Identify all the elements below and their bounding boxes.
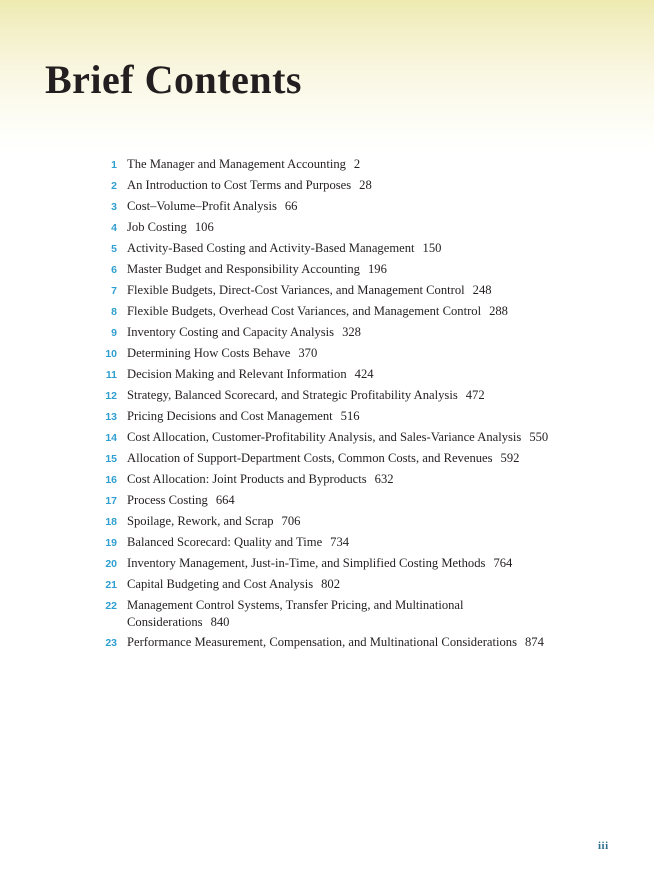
toc-chapter-title (127, 177, 372, 194)
toc-chapter-number: 18 (105, 516, 117, 528)
toc-chapter-number: 6 (111, 264, 117, 276)
toc-chapter-number: 22 (105, 600, 117, 612)
toc-chapter-title (127, 240, 441, 257)
toc-chapter-title-text: Flexible Budgets, Direct-Cost Variances, and Management Control (127, 283, 465, 297)
page-folio: iii (598, 840, 609, 852)
toc-entry[interactable] (95, 450, 565, 468)
toc-entry[interactable] (95, 492, 565, 510)
toc-entry[interactable] (95, 156, 565, 174)
toc-chapter-page-number: 2 (353, 157, 361, 171)
toc-chapter-number: 4 (111, 222, 117, 234)
toc-chapter-title-text: Cost Allocation, Customer-Profitability Analysis, and Sales-Variance Analysis (127, 430, 522, 444)
toc-chapter-page-number: 150 (422, 241, 442, 255)
toc-entry[interactable] (95, 576, 565, 594)
toc-chapter-page-number: 874 (524, 634, 544, 649)
toc-chapter-title (127, 282, 492, 299)
toc-chapter-title (127, 576, 340, 593)
toc-chapter-page-number: 734 (330, 535, 350, 549)
toc-chapter-page-number: 248 (472, 283, 492, 297)
toc-chapter-page-number: 592 (500, 451, 520, 465)
toc-chapter-number: 1 (111, 159, 117, 171)
toc-chapter-title (127, 198, 297, 215)
toc-chapter-number: 15 (105, 453, 117, 465)
toc-chapter-title (127, 513, 300, 530)
toc-entry[interactable] (95, 261, 565, 279)
toc-chapter-number: 17 (105, 495, 117, 507)
toc-entry[interactable] (95, 387, 565, 405)
toc-chapter-title (127, 634, 544, 651)
toc-chapter-title-text: Inventory Management, Just-in-Time, and Simplified Costing Methods (127, 556, 486, 570)
toc-chapter-number: 21 (105, 579, 117, 591)
toc-chapter-title (127, 471, 394, 488)
toc-entry[interactable] (95, 366, 565, 384)
page-title: Brief Contents (45, 57, 302, 102)
toc-chapter-page-number: 516 (340, 409, 360, 423)
toc-chapter-title-text: Determining How Costs Behave (127, 346, 291, 360)
toc-entry[interactable] (95, 634, 565, 652)
toc-chapter-number: 16 (105, 474, 117, 486)
toc-chapter-title (127, 408, 360, 425)
toc-chapter-number: 8 (111, 306, 117, 318)
toc-chapter-title-text: Flexible Budgets, Overhead Cost Variances, and Management Control (127, 304, 482, 318)
toc-entry[interactable] (95, 471, 565, 489)
toc-chapter-number: 7 (111, 285, 117, 297)
toc-entry[interactable] (95, 198, 565, 216)
toc-entry[interactable] (95, 597, 565, 630)
toc-chapter-number: 11 (105, 369, 117, 381)
toc-chapter-number: 14 (105, 432, 117, 444)
toc-entry[interactable] (95, 345, 565, 363)
toc-chapter-title (127, 534, 349, 551)
toc-chapter-page-number: 66 (284, 199, 298, 213)
toc-chapter-title-text: Process Costing (127, 493, 208, 507)
toc-chapter-title-text: Activity-Based Costing and Activity-Based Management (127, 241, 415, 255)
toc-chapter-title-text: Strategy, Balanced Scorecard, and Strategic Profitability Analysis (127, 388, 458, 402)
toc-entry[interactable] (95, 513, 565, 531)
toc-chapter-title (127, 450, 519, 467)
toc-chapter-title-text: Decision Making and Relevant Information (127, 367, 347, 381)
toc-chapter-page-number: 328 (342, 325, 361, 339)
toc-chapter-title (127, 303, 508, 320)
toc-chapter-title (127, 429, 548, 446)
toc-chapter-page-number: 424 (354, 367, 374, 381)
toc-chapter-title (127, 156, 360, 173)
toc-entry[interactable] (95, 324, 565, 342)
toc-chapter-title-text: Allocation of Support-Department Costs, Common Costs, and Revenues (127, 451, 493, 465)
toc-chapter-number: 2 (111, 180, 117, 192)
toc-chapter-page-number: 370 (298, 346, 318, 360)
toc-chapter-title-text: Performance Measurement, Compensation, and Multinational Considerations (127, 634, 517, 649)
toc-entry[interactable] (95, 177, 565, 195)
toc-chapter-title (127, 324, 361, 341)
toc-chapter-number: 9 (111, 327, 117, 339)
toc-chapter-number: 3 (111, 201, 117, 213)
toc-chapter-title-text: An Introduction to Cost Terms and Purposes (127, 178, 352, 192)
toc-chapter-title-text: Cost Allocation: Joint Products and Byproducts (127, 472, 367, 486)
toc-entry[interactable] (95, 534, 565, 552)
toc-chapter-number: 19 (105, 537, 117, 549)
toc-chapter-page-number: 802 (321, 577, 340, 591)
toc-chapter-title-text: The Manager and Management Accounting (127, 157, 346, 171)
toc-chapter-page-number: 840 (210, 614, 230, 629)
toc-chapter-number: 23 (105, 636, 117, 649)
toc-chapter-title-text: Spoilage, Rework, and Scrap (127, 514, 274, 528)
toc-chapter-page-number: 106 (194, 220, 214, 234)
toc-chapter-number: 20 (105, 558, 117, 570)
toc-chapter-title-text: Job Costing (127, 220, 187, 234)
toc-chapter-page-number: 664 (215, 493, 235, 507)
toc-chapter-page-number: 632 (374, 472, 394, 486)
toc-chapter-title-text: Management Control Systems, Transfer Pricing, and Multinational Considerations (127, 598, 464, 629)
toc-chapter-title-text: Capital Budgeting and Cost Analysis (127, 577, 314, 591)
toc-chapter-title (127, 219, 214, 236)
toc-chapter-title (127, 597, 565, 630)
toc-entry[interactable] (95, 555, 565, 573)
toc-chapter-page-number: 764 (493, 556, 513, 570)
toc-chapter-title-text: Master Budget and Responsibility Accounting (127, 262, 360, 276)
toc-chapter-title (127, 492, 235, 509)
toc-chapter-title (127, 261, 387, 278)
toc-chapter-number: 12 (105, 390, 117, 402)
toc-entry[interactable] (95, 303, 565, 321)
toc-chapter-number: 10 (105, 348, 117, 360)
toc-chapter-number: 5 (111, 243, 117, 255)
toc-entry[interactable] (95, 282, 565, 300)
toc-entry[interactable] (95, 219, 565, 237)
toc-chapter-page-number: 28 (359, 178, 372, 192)
toc-chapter-page-number: 706 (281, 514, 301, 528)
toc-chapter-number: 13 (105, 411, 117, 423)
toc-chapter-title (127, 345, 317, 362)
toc-entry[interactable] (95, 240, 565, 258)
toc-chapter-title (127, 366, 374, 383)
toc-entry[interactable] (95, 429, 565, 447)
toc-chapter-title (127, 387, 485, 404)
toc-chapter-title-text: Balanced Scorecard: Quality and Time (127, 535, 323, 549)
toc-chapter-page-number: 550 (529, 430, 549, 444)
toc-entry[interactable] (95, 408, 565, 426)
table-of-contents (95, 156, 565, 655)
toc-chapter-title-text: Cost–Volume–Profit Analysis (127, 199, 277, 213)
toc-chapter-title (127, 555, 512, 572)
toc-chapter-title-text: Inventory Costing and Capacity Analysis (127, 325, 335, 339)
toc-chapter-title-text: Pricing Decisions and Cost Management (127, 409, 333, 423)
toc-chapter-page-number: 288 (489, 304, 508, 318)
toc-chapter-page-number: 472 (465, 388, 485, 402)
toc-chapter-page-number: 196 (367, 262, 387, 276)
